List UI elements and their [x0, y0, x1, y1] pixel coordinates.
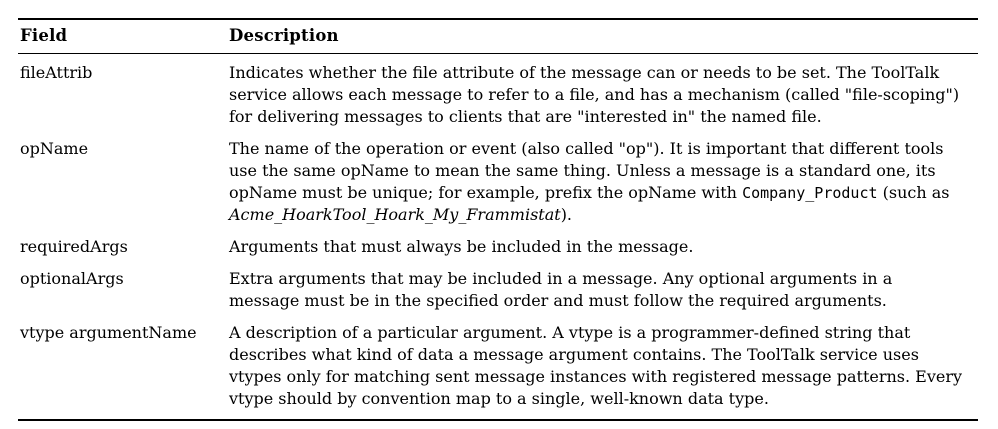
field-description [229, 322, 978, 410]
table-bottom-rule [18, 419, 978, 421]
field-description [229, 138, 978, 226]
field-description-table [18, 18, 978, 421]
table-row [18, 258, 978, 312]
field-description [229, 268, 978, 312]
table-body [18, 54, 978, 419]
field-name: optionalArgs [20, 269, 124, 288]
table-row [18, 312, 978, 410]
field-description [229, 236, 978, 258]
description-text: Indicates whether the file attribute of the message can or needs to be set. The ToolTalk service allows each message to refer to a file, and has a mechanism (called "file-scoping") for delivering messages to clients that are "interested in" the named file. [229, 63, 960, 126]
description-text: Extra arguments that may be included in a message. Any optional arguments in a message must be in the specified order and must follow the required arguments. [229, 269, 893, 310]
description-text: The name of the operation or event (also called "op"). It is important that different tools use the same opName to mean the same thing. Unless a message is a standard one, its opName must be unique; for example, prefix the opName with [229, 139, 944, 202]
field-name: opName [20, 139, 89, 158]
table-row [18, 128, 978, 226]
description-text: A description of a particular argument. A vtype is a programmer-defined string that describes what kind of data a message argument contains. The ToolTalk service uses vtypes only for matching sent message instances with registered message patterns. Every vtype should by convention map to a single, well-known data type. [229, 323, 963, 408]
description-text: ). [560, 205, 573, 224]
inline-code-text: Company_Product [742, 184, 878, 202]
table-row [18, 54, 978, 128]
field-name: requiredArgs [20, 237, 128, 256]
description-text: Arguments that must always be included in the message. [229, 237, 694, 256]
field-name: vtype argumentName [20, 323, 197, 342]
column-header-field: Field [20, 26, 68, 45]
description-text: (such as [877, 183, 950, 202]
field-name: fileAttrib [20, 63, 93, 82]
table-row [18, 226, 978, 258]
inline-italic-text: Acme_HoarkTool_Hoark_My_Frammistat [229, 205, 561, 224]
field-description [229, 62, 978, 128]
table-header-row [18, 20, 978, 53]
column-header-description: Description [229, 26, 339, 45]
